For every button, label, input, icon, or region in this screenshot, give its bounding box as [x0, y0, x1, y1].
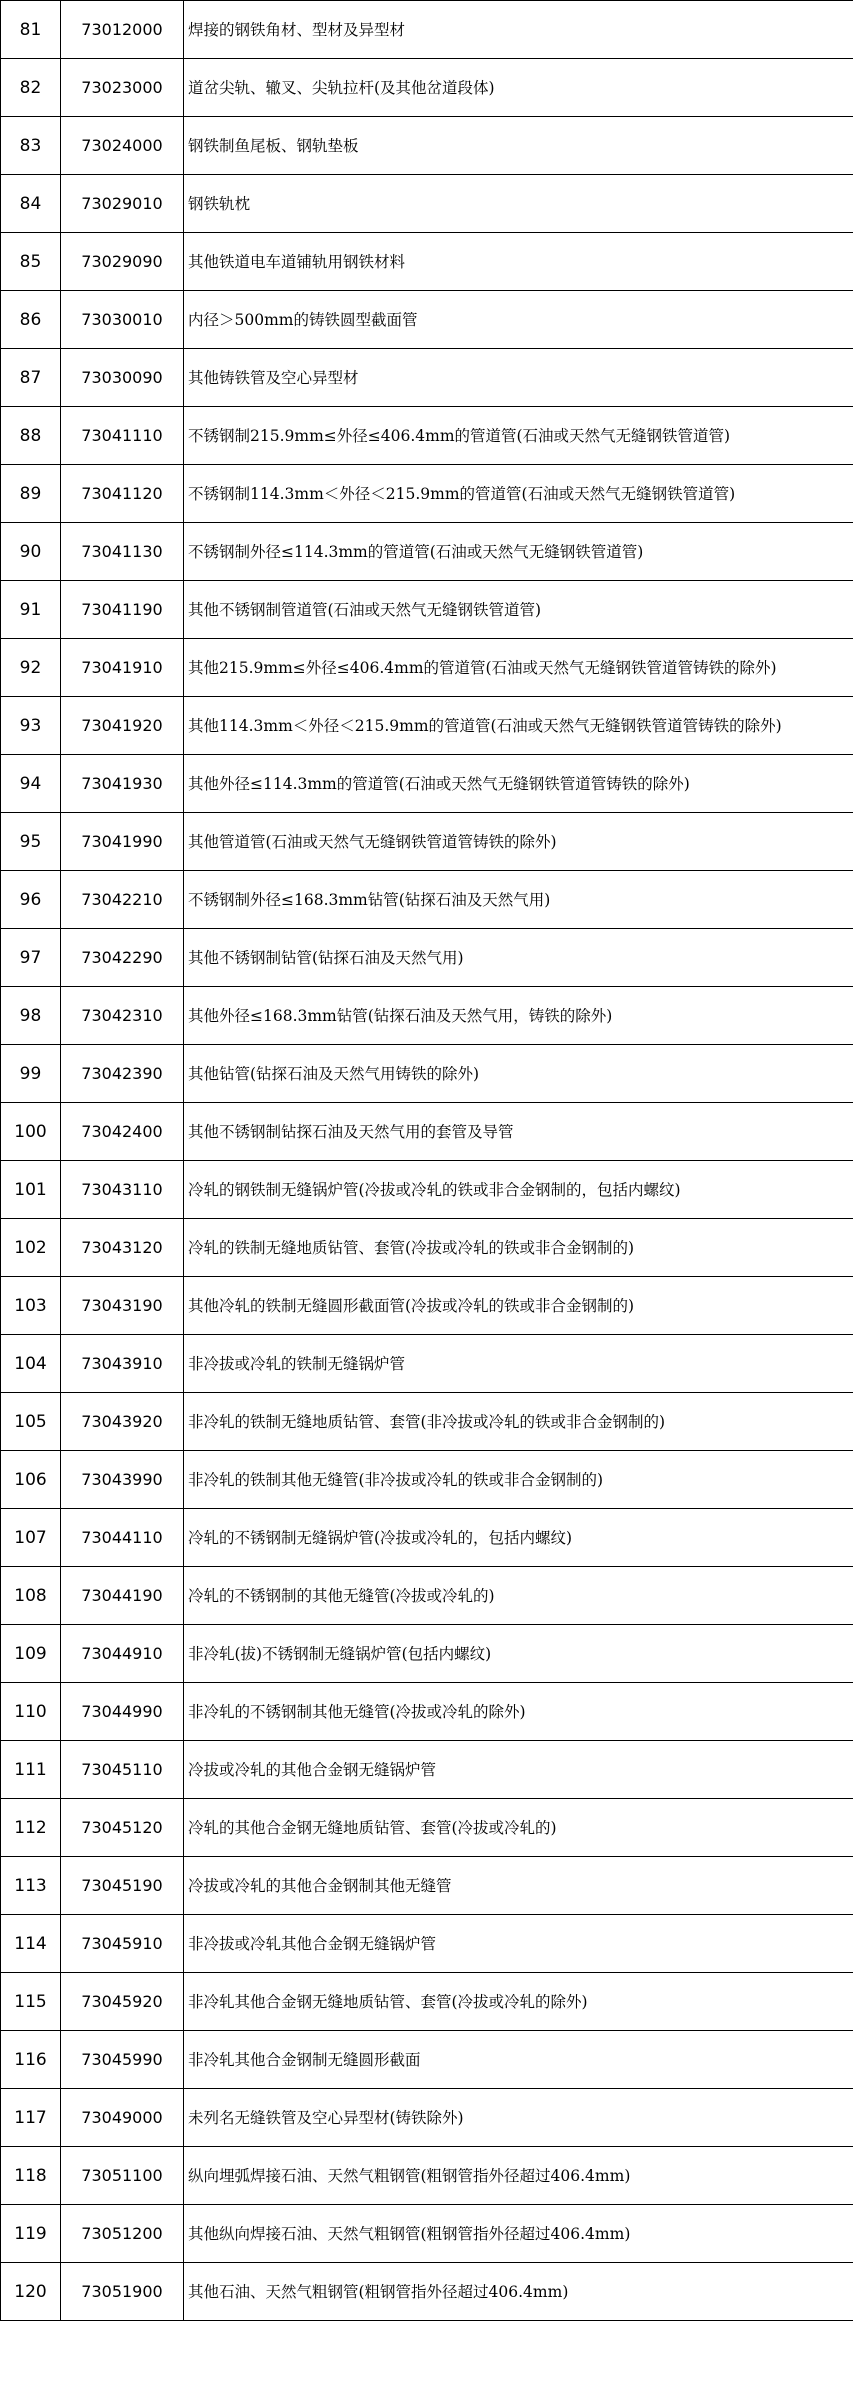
- item-description: 冷轧的钢铁制无缝锅炉管(冷拔或冷轧的铁或非合金钢制的，包括内螺纹): [184, 1161, 853, 1219]
- tariff-code: 73012000: [61, 1, 184, 59]
- row-number: 108: [1, 1567, 61, 1625]
- table-row: [1, 2263, 853, 2321]
- tariff-code: 73051900: [61, 2263, 184, 2321]
- item-description: 其他215.9mm≤外径≤406.4mm的管道管(石油或天然气无缝钢铁管道管铸铁的除外): [184, 639, 853, 697]
- tariff-code: 73023000: [61, 59, 184, 117]
- item-description: 冷拔或冷轧的其他合金钢无缝锅炉管: [184, 1741, 853, 1799]
- tariff-code: 73041930: [61, 755, 184, 813]
- item-description: 其他纵向焊接石油、天然气粗钢管(粗钢管指外径超过406.4mm): [184, 2205, 853, 2263]
- row-number: 87: [1, 349, 61, 407]
- table-row: [1, 2031, 853, 2089]
- item-description: 道岔尖轨、辙叉、尖轨拉杆(及其他岔道段体): [184, 59, 853, 117]
- row-number: 91: [1, 581, 61, 639]
- table-row: [1, 1799, 853, 1857]
- row-number: 114: [1, 1915, 61, 1973]
- row-number: 106: [1, 1451, 61, 1509]
- row-number: 120: [1, 2263, 61, 2321]
- row-number: 99: [1, 1045, 61, 1103]
- row-number: 101: [1, 1161, 61, 1219]
- tariff-code: 73051200: [61, 2205, 184, 2263]
- row-number: 103: [1, 1277, 61, 1335]
- table-row: [1, 639, 853, 697]
- table-row: [1, 1045, 853, 1103]
- tariff-code: 73043110: [61, 1161, 184, 1219]
- item-description: 钢铁制鱼尾板、钢轨垫板: [184, 117, 853, 175]
- table-row: [1, 1451, 853, 1509]
- tariff-code: 73043120: [61, 1219, 184, 1277]
- item-description: 不锈钢制外径≤114.3mm的管道管(石油或天然气无缝钢铁管道管): [184, 523, 853, 581]
- table-row: [1, 349, 853, 407]
- item-description: 非冷轧的铁制其他无缝管(非冷拔或冷轧的铁或非合金钢制的): [184, 1451, 853, 1509]
- table-row: [1, 1161, 853, 1219]
- item-description: 非冷拔或冷轧其他合金钢无缝锅炉管: [184, 1915, 853, 1973]
- item-description: 冷轧的铁制无缝地质钻管、套管(冷拔或冷轧的铁或非合金钢制的): [184, 1219, 853, 1277]
- table-row: [1, 1683, 853, 1741]
- row-number: 95: [1, 813, 61, 871]
- row-number: 84: [1, 175, 61, 233]
- row-number: 107: [1, 1509, 61, 1567]
- item-description: 其他不锈钢制钻管(钻探石油及天然气用): [184, 929, 853, 987]
- tariff-code: 73044190: [61, 1567, 184, 1625]
- tariff-code: 73045120: [61, 1799, 184, 1857]
- table-row: [1, 1393, 853, 1451]
- table-row: [1, 1103, 853, 1161]
- tariff-code: 73044110: [61, 1509, 184, 1567]
- row-number: 119: [1, 2205, 61, 2263]
- row-number: 88: [1, 407, 61, 465]
- tariff-code: 73043190: [61, 1277, 184, 1335]
- tariff-code: 73029010: [61, 175, 184, 233]
- row-number: 81: [1, 1, 61, 59]
- table-row: [1, 697, 853, 755]
- tariff-code: 73045990: [61, 2031, 184, 2089]
- table-row: [1, 2147, 853, 2205]
- item-description: 不锈钢制114.3mm＜外径＜215.9mm的管道管(石油或天然气无缝钢铁管道管): [184, 465, 853, 523]
- item-description: 冷轧的不锈钢制的其他无缝管(冷拔或冷轧的): [184, 1567, 853, 1625]
- table-row: [1, 291, 853, 349]
- item-description: 其他冷轧的铁制无缝圆形截面管(冷拔或冷轧的铁或非合金钢制的): [184, 1277, 853, 1335]
- tariff-code: 73041990: [61, 813, 184, 871]
- tariff-code: 73045190: [61, 1857, 184, 1915]
- table-row: [1, 465, 853, 523]
- table-row: [1, 871, 853, 929]
- row-number: 113: [1, 1857, 61, 1915]
- table-row: [1, 1277, 853, 1335]
- row-number: 115: [1, 1973, 61, 2031]
- item-description: 其他铁道电车道铺轨用钢铁材料: [184, 233, 853, 291]
- row-number: 85: [1, 233, 61, 291]
- tariff-code: 73045910: [61, 1915, 184, 1973]
- row-number: 96: [1, 871, 61, 929]
- row-number: 104: [1, 1335, 61, 1393]
- item-description: 非冷轧其他合金钢无缝地质钻管、套管(冷拔或冷轧的除外): [184, 1973, 853, 2031]
- row-number: 102: [1, 1219, 61, 1277]
- item-description: 内径＞500mm的铸铁圆型截面管: [184, 291, 853, 349]
- item-description: 非冷轧(拔)不锈钢制无缝锅炉管(包括内螺纹): [184, 1625, 853, 1683]
- item-description: 非冷轧的铁制无缝地质钻管、套管(非冷拔或冷轧的铁或非合金钢制的): [184, 1393, 853, 1451]
- table-row: [1, 813, 853, 871]
- row-number: 93: [1, 697, 61, 755]
- table-row: [1, 1, 853, 59]
- row-number: 116: [1, 2031, 61, 2089]
- row-number: 117: [1, 2089, 61, 2147]
- row-number: 97: [1, 929, 61, 987]
- table-row: [1, 1509, 853, 1567]
- table-row: [1, 1915, 853, 1973]
- row-number: 83: [1, 117, 61, 175]
- tariff-code: 73041130: [61, 523, 184, 581]
- table-row: [1, 1219, 853, 1277]
- item-description: 钢铁轨枕: [184, 175, 853, 233]
- row-number: 109: [1, 1625, 61, 1683]
- table-row: [1, 117, 853, 175]
- table-row: [1, 407, 853, 465]
- table-row: [1, 1857, 853, 1915]
- row-number: 82: [1, 59, 61, 117]
- row-number: 111: [1, 1741, 61, 1799]
- tariff-code: 73042400: [61, 1103, 184, 1161]
- item-description: 冷拔或冷轧的其他合金钢制其他无缝管: [184, 1857, 853, 1915]
- item-description: 不锈钢制215.9mm≤外径≤406.4mm的管道管(石油或天然气无缝钢铁管道管): [184, 407, 853, 465]
- tariff-code: 73042310: [61, 987, 184, 1045]
- item-description: 其他不锈钢制钻探石油及天然气用的套管及导管: [184, 1103, 853, 1161]
- table-row: [1, 1741, 853, 1799]
- tariff-code: 73043920: [61, 1393, 184, 1451]
- item-description: 非冷拔或冷轧的铁制无缝锅炉管: [184, 1335, 853, 1393]
- table-row: [1, 59, 853, 117]
- row-number: 110: [1, 1683, 61, 1741]
- table-row: [1, 581, 853, 639]
- item-description: 冷轧的不锈钢制无缝锅炉管(冷拔或冷轧的，包括内螺纹): [184, 1509, 853, 1567]
- tariff-code: 73045920: [61, 1973, 184, 2031]
- tariff-code: 73044910: [61, 1625, 184, 1683]
- item-description: 非冷轧其他合金钢制无缝圆形截面: [184, 2031, 853, 2089]
- table-row: [1, 523, 853, 581]
- tariff-code: 73051100: [61, 2147, 184, 2205]
- item-description: 其他114.3mm＜外径＜215.9mm的管道管(石油或天然气无缝钢铁管道管铸铁的除外): [184, 697, 853, 755]
- table-row: [1, 1625, 853, 1683]
- item-description: 非冷轧的不锈钢制其他无缝管(冷拔或冷轧的除外): [184, 1683, 853, 1741]
- table-row: [1, 929, 853, 987]
- row-number: 98: [1, 987, 61, 1045]
- table-row: [1, 175, 853, 233]
- tariff-code: 73045110: [61, 1741, 184, 1799]
- item-description: 焊接的钢铁角材、型材及异型材: [184, 1, 853, 59]
- row-number: 112: [1, 1799, 61, 1857]
- tariff-code: 73041190: [61, 581, 184, 639]
- item-description: 其他外径≤168.3mm钻管(钻探石油及天然气用，铸铁的除外): [184, 987, 853, 1045]
- item-description: 其他不锈钢制管道管(石油或天然气无缝钢铁管道管): [184, 581, 853, 639]
- item-description: 其他外径≤114.3mm的管道管(石油或天然气无缝钢铁管道管铸铁的除外): [184, 755, 853, 813]
- table-body: [1, 1, 853, 2321]
- tariff-code: 73042390: [61, 1045, 184, 1103]
- tariff-code: 73041120: [61, 465, 184, 523]
- item-description: 纵向埋弧焊接石油、天然气粗钢管(粗钢管指外径超过406.4mm): [184, 2147, 853, 2205]
- tariff-code: 73041110: [61, 407, 184, 465]
- item-description: 不锈钢制外径≤168.3mm钻管(钻探石油及天然气用): [184, 871, 853, 929]
- item-description: 其他铸铁管及空心异型材: [184, 349, 853, 407]
- tariff-code: 73024000: [61, 117, 184, 175]
- tariff-code: 73042290: [61, 929, 184, 987]
- row-number: 94: [1, 755, 61, 813]
- tariff-code: 73043910: [61, 1335, 184, 1393]
- table-row: [1, 1973, 853, 2031]
- item-description: 其他钻管(钻探石油及天然气用铸铁的除外): [184, 1045, 853, 1103]
- table-row: [1, 755, 853, 813]
- table-row: [1, 1335, 853, 1393]
- tariff-code: 73029090: [61, 233, 184, 291]
- item-description: 冷轧的其他合金钢无缝地质钻管、套管(冷拔或冷轧的): [184, 1799, 853, 1857]
- tariff-code: 73041910: [61, 639, 184, 697]
- tariff-code: 73044990: [61, 1683, 184, 1741]
- tariff-code: 73030090: [61, 349, 184, 407]
- row-number: 100: [1, 1103, 61, 1161]
- row-number: 86: [1, 291, 61, 349]
- row-number: 90: [1, 523, 61, 581]
- row-number: 89: [1, 465, 61, 523]
- item-description: 未列名无缝铁管及空心异型材(铸铁除外): [184, 2089, 853, 2147]
- tariff-code: 73041920: [61, 697, 184, 755]
- row-number: 92: [1, 639, 61, 697]
- row-number: 118: [1, 2147, 61, 2205]
- table-row: [1, 2205, 853, 2263]
- tariff-code: 73043990: [61, 1451, 184, 1509]
- tariff-code: 73042210: [61, 871, 184, 929]
- item-description: 其他石油、天然气粗钢管(粗钢管指外径超过406.4mm): [184, 2263, 853, 2321]
- table-row: [1, 987, 853, 1045]
- table-row: [1, 233, 853, 291]
- table-row: [1, 2089, 853, 2147]
- tariff-code: 73049000: [61, 2089, 184, 2147]
- item-description: 其他管道管(石油或天然气无缝钢铁管道管铸铁的除外): [184, 813, 853, 871]
- tariff-code: 73030010: [61, 291, 184, 349]
- row-number: 105: [1, 1393, 61, 1451]
- table-row: [1, 1567, 853, 1625]
